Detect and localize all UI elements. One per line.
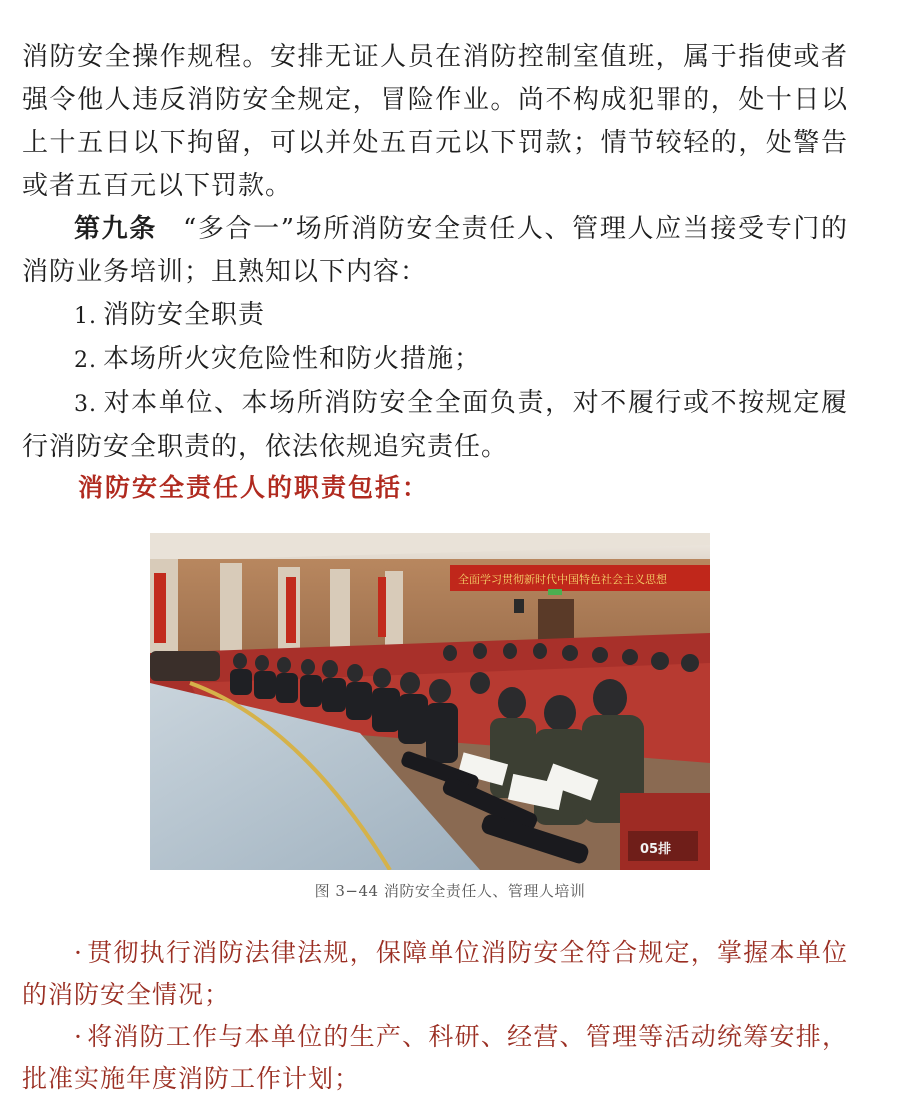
duty-bullet: · <box>74 938 83 967</box>
duty-bullet: · <box>74 1022 83 1051</box>
list-text: 消防安全职责 <box>103 300 266 330</box>
list-text: 本场所火灾危险性和防火措施； <box>103 344 482 374</box>
list-number: 1. <box>74 304 97 329</box>
list-item <box>22 294 848 338</box>
paragraph-penalty: 消防安全操作规程。安排无证人员在消防控制室值班，属于指使或者强令他人违反消防安全规定，冒险作业。尚不构成犯罪的，处十日以上十五日以下拘留，可以并处五百元以下罚款；情节较轻的，处警告或者五百元以下罚款。 <box>22 42 848 201</box>
duty-item <box>22 1016 848 1100</box>
duty-text: 将消防工作与本单位的生产、科研、经营、管理等活动统筹安排，批准实施年度消防工作计划； <box>22 1022 848 1093</box>
list-item <box>22 338 848 382</box>
article-number: 第九条 <box>74 214 157 244</box>
knowledge-list <box>22 294 848 469</box>
duties-list <box>22 932 848 1100</box>
list-text: 对本单位、本场所消防安全全面负责，对不履行或不按规定履行消防安全职责的，依法依规追究责任。 <box>22 388 848 462</box>
list-item <box>22 382 848 469</box>
article-text: “多合一”场所消防安全责任人、管理人应当接受专门的消防业务培训；且熟知以下内容： <box>22 214 848 287</box>
section-heading: 消防安全责任人的职责包括： <box>78 473 430 502</box>
paragraph-article-nine <box>22 208 848 294</box>
list-number: 2. <box>74 348 97 373</box>
duty-text: 贯彻执行消防法律法规，保障单位消防安全符合规定，掌握本单位的消防安全情况； <box>22 938 848 1009</box>
training-photo <box>150 533 710 870</box>
list-number: 3. <box>74 392 97 417</box>
training-hall-illustration <box>150 533 710 870</box>
duty-item <box>22 932 848 1016</box>
hall-banner: 全面学习贯彻新时代中国特色社会主义思想 <box>458 573 667 586</box>
figure-caption: 图 3−44 消防安全责任人、管理人培训 <box>314 882 586 900</box>
seat-row-label: 05排 <box>640 842 672 857</box>
